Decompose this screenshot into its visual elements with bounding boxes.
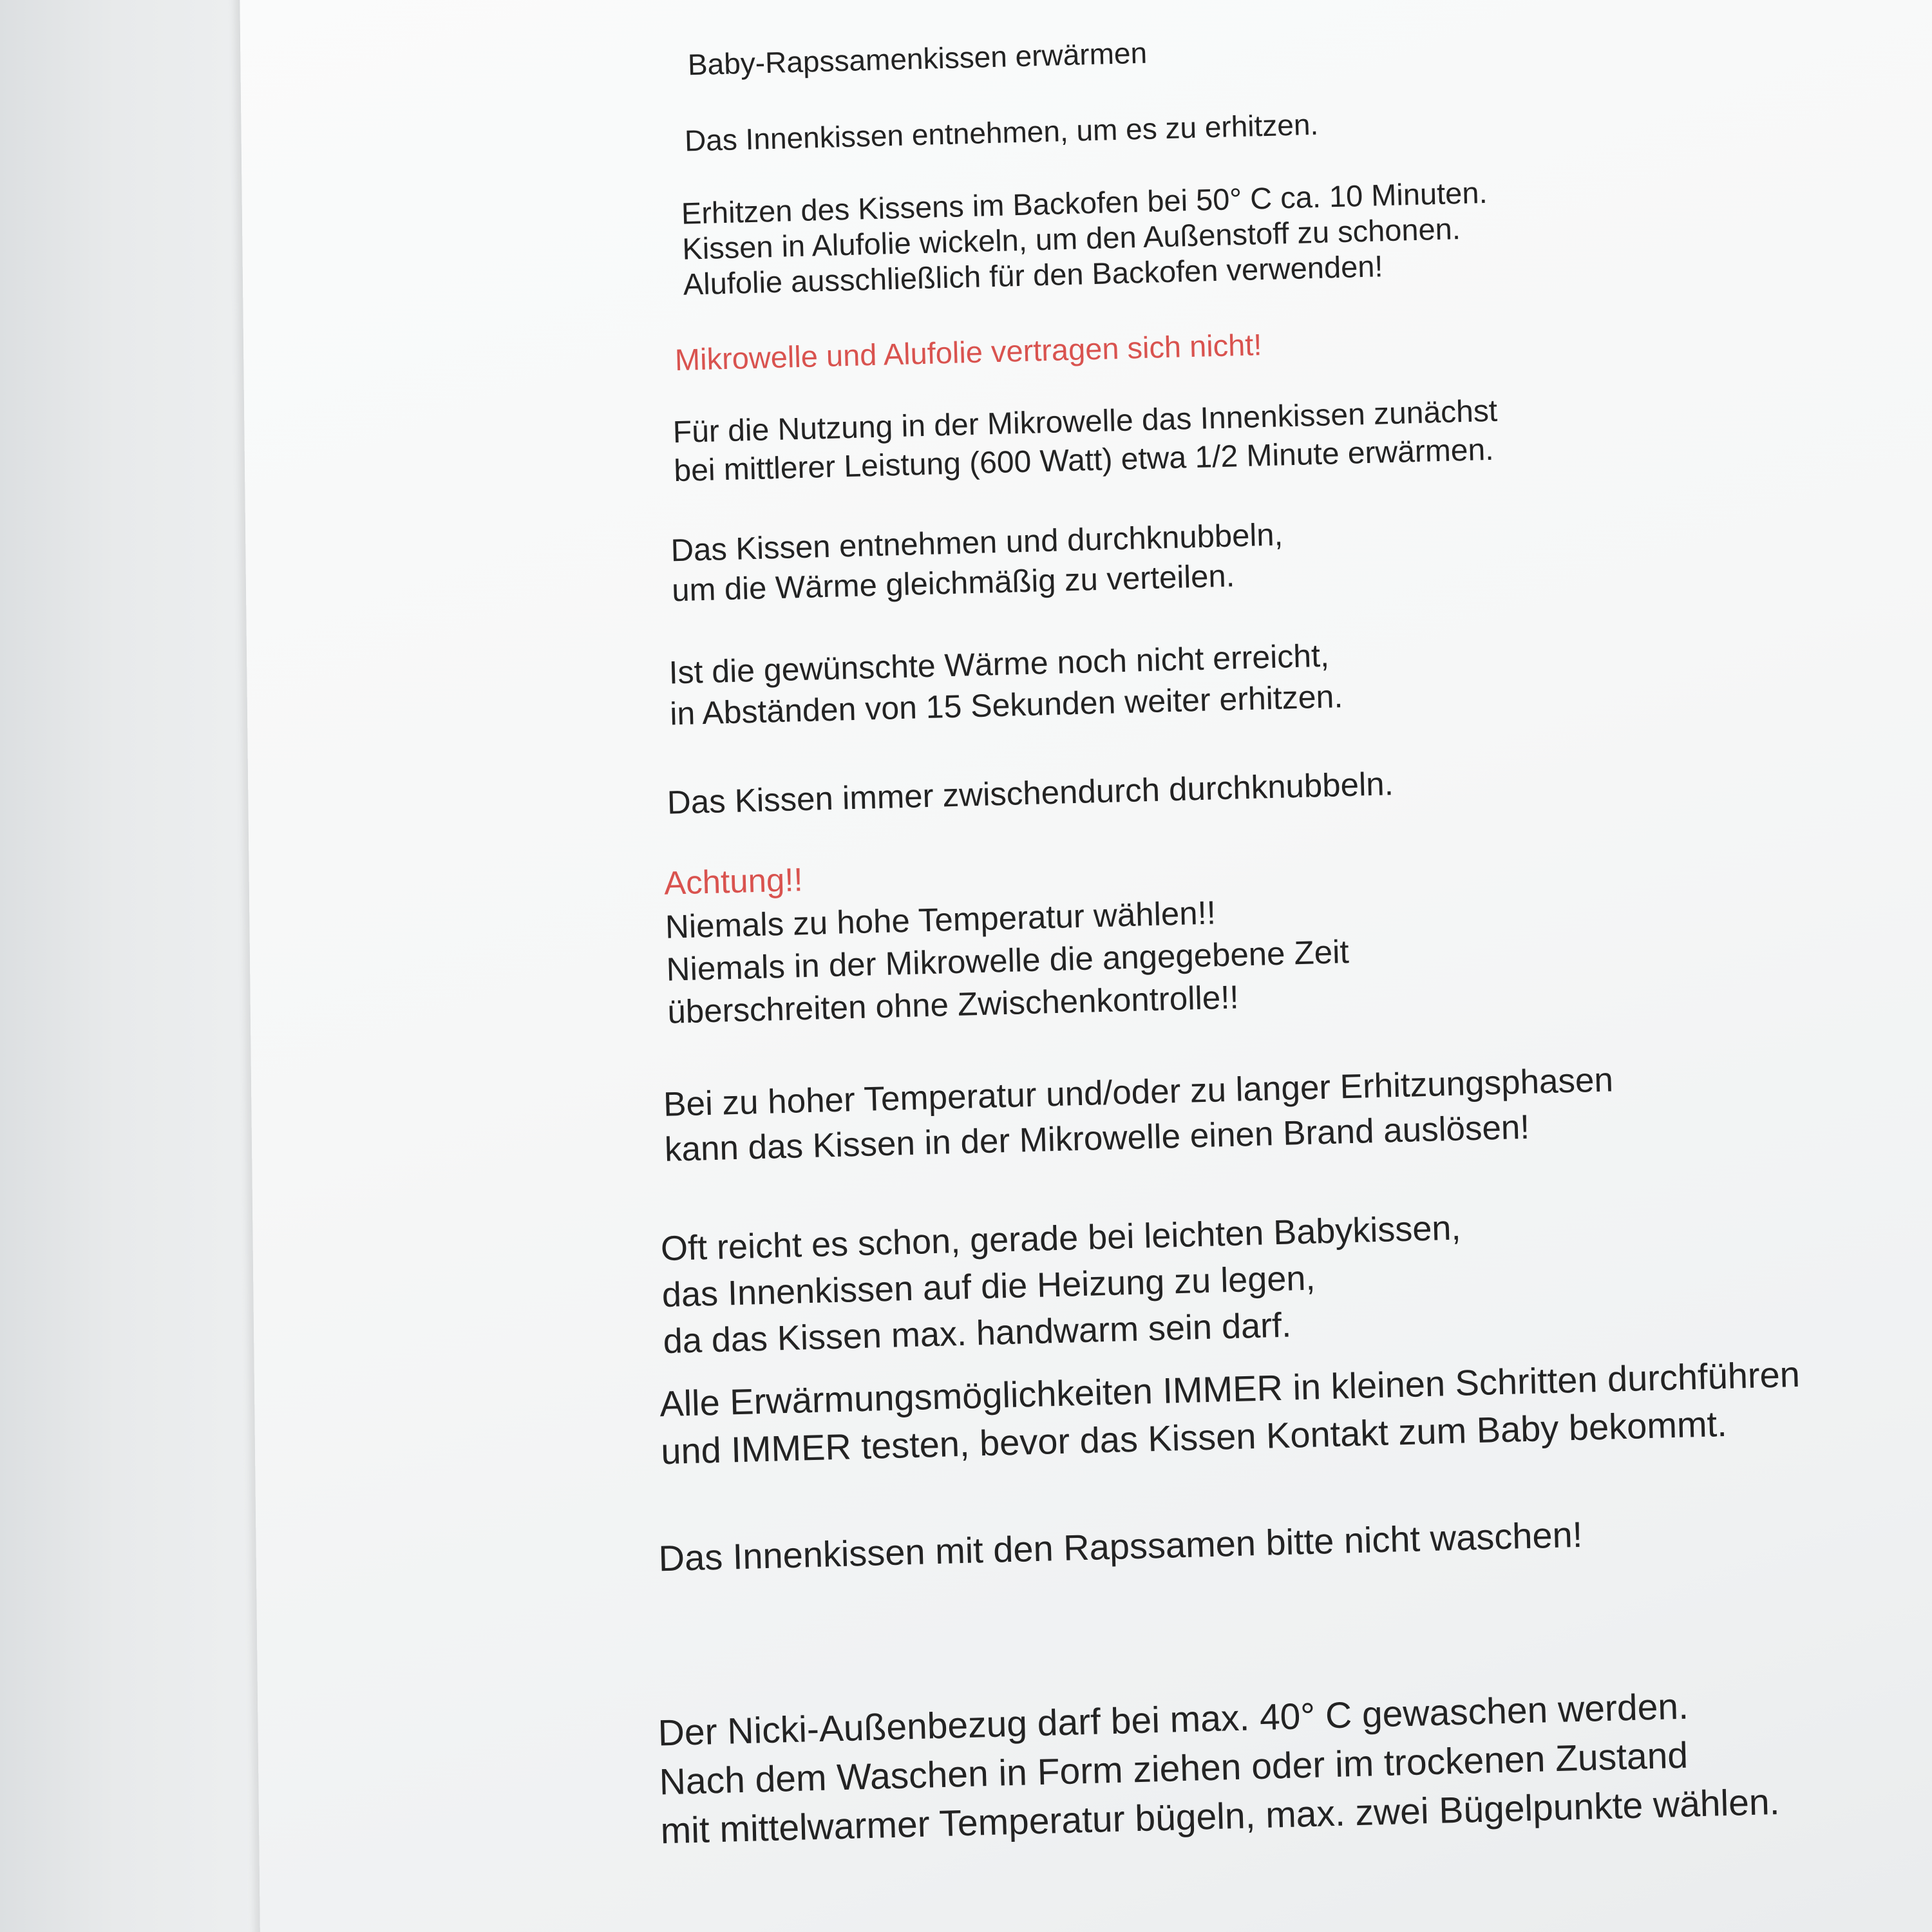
document-title: Baby-Rapssamenkissen erwärmen	[687, 35, 1148, 82]
paragraph-remove-inner-pillow: Das Innenkissen entnehmen, um es zu erhitzen.	[684, 107, 1319, 158]
paragraph-further-heating: Ist die gewünschte Wärme noch nicht erreicht, in Abständen von 15 Sekunden weiter erhitzen.	[668, 637, 1343, 732]
paragraph-microwave-usage: Für die Nutzung in der Mikrowelle das Innenkissen zunächst bei mittlerer Leistung (600 Watt) etwa 1/2 Minute erwärmen.	[672, 393, 1498, 489]
paragraph-cover-washing: Der Nicki-Außenbezug darf bei max. 40° C gewaschen werden. Nach dem Waschen in Form ziehen oder im trockenen Zustand mit mittelwarmer Temperatur bügeln, max. zwei Bügelpunkte wählen.	[657, 1685, 1781, 1852]
paragraph-oven-heating: Erhitzen des Kissens im Backofen bei 50° C ca. 10 Minuten. Kissen in Alufolie wickeln, um den Außenstoff zu schonen. Alufolie ausschließlich für den Backofen verwenden!	[681, 175, 1488, 301]
paragraph-never-overheat: Niemals zu hohe Temperatur wählen!! Niemals in der Mikrowelle die angegebene Zeit überschreiten ohne Zwischenkontrolle!!	[665, 894, 1350, 1030]
warning-heading: Achtung!!	[663, 861, 804, 902]
instruction-text	[633, 10, 1932, 1852]
paragraph-radiator-tip: Oft reicht es schon, gerade bei leichten Babykissen, das Innenkissen auf die Heizung zu legen, da das Kissen max. handwarm sein darf.	[660, 1208, 1462, 1361]
paper-sheet	[240, 0, 1932, 1932]
paragraph-small-steps: Alle Erwärmungsmöglichkeiten IMMER in kleinen Schritten durchführen und IMMER testen, bevor das Kissen Kontakt zum Baby bekommt.	[659, 1353, 1801, 1472]
paragraph-knead-pillow: Das Kissen entnehmen und durchknubbeln, um die Wärme gleichmäßig zu verteilen.	[670, 517, 1283, 609]
paragraph-fire-risk: Bei zu hoher Temperatur und/oder zu langer Erhitzungsphasen kann das Kissen in der Mikrowelle einen Brand auslösen!	[663, 1061, 1614, 1169]
paragraph-do-not-wash: Das Innenkissen mit den Rapssamen bitte nicht waschen!	[658, 1513, 1583, 1579]
paragraph-knead-in-between: Das Kissen immer zwischendurch durchknubbeln.	[667, 765, 1394, 821]
warning-microwave-foil: Mikrowelle und Alufolie vertragen sich nicht!	[674, 327, 1263, 377]
